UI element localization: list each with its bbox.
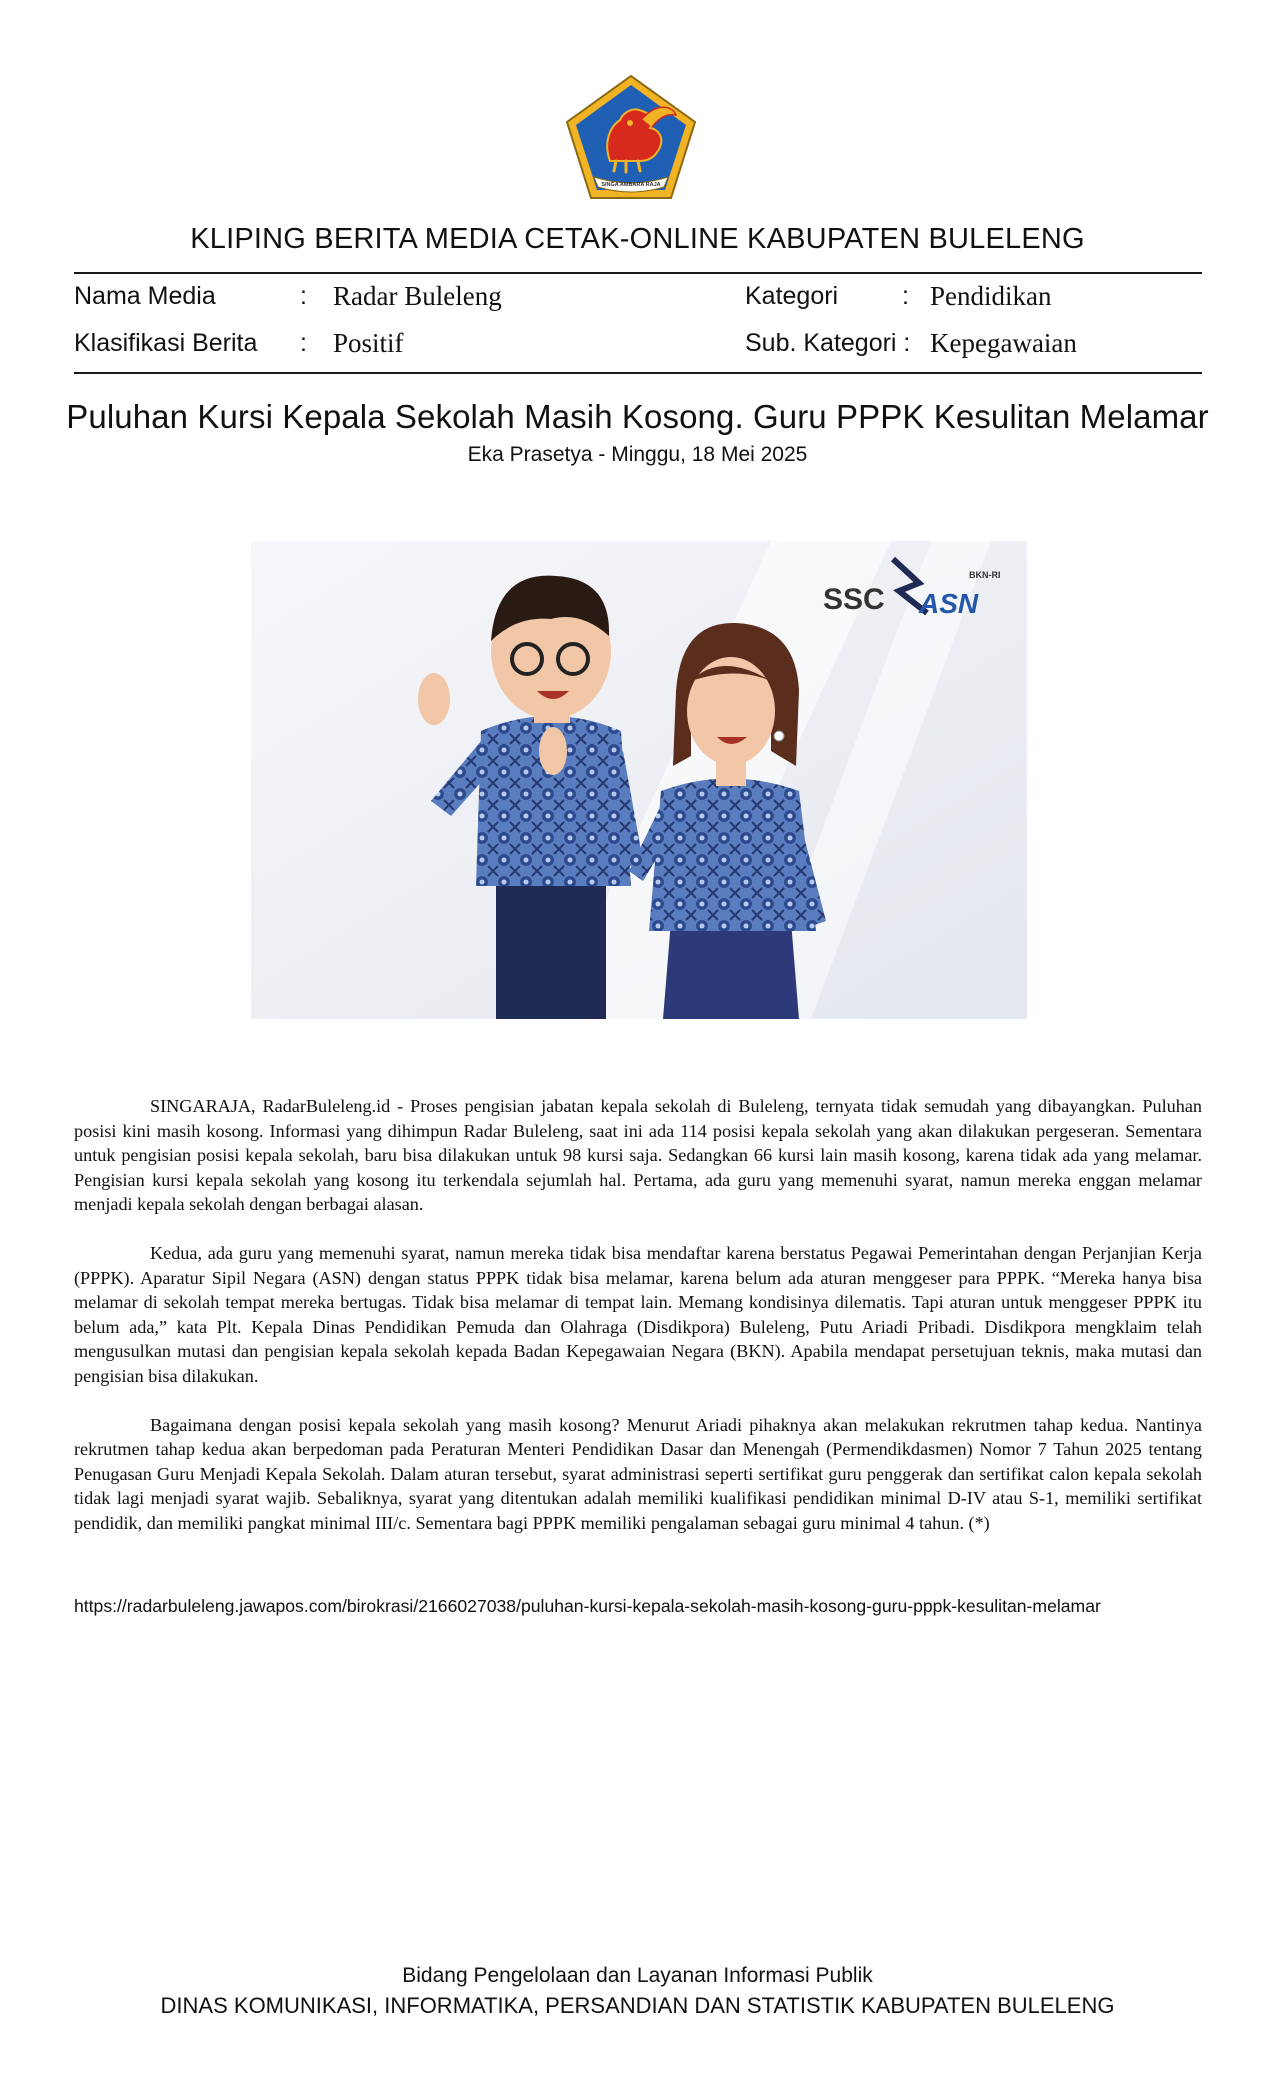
media-name-value: Radar Buleleng xyxy=(333,281,502,311)
article-byline: Eka Prasetya - Minggu, 18 Mei 2025 xyxy=(467,443,808,466)
media-name-label: Nama Media xyxy=(74,282,216,310)
category-colon: : xyxy=(902,282,909,310)
brand-asn-text: ASN xyxy=(919,588,979,619)
header-divider-top xyxy=(74,272,1202,274)
article-headline: Puluhan Kursi Kepala Sekolah Masih Kosong. Guru PPPK Kesulitan Melamar xyxy=(66,398,1209,435)
media-name-colon: : xyxy=(300,282,307,310)
article-paragraph-2: Kedua, ada guru yang memenuhi syarat, namun mereka tidak bisa mendaftar karena berstatus Pegawai Pemerintahan dengan Perjanjian Kerja (PPPK). Aparatur Sipil Negara (ASN) dengan status PPPK tidak bisa melamar, karena belum ada aturan menggeser para PPPK. “Mereka hanya bisa melamar di sekolah tempat mereka bertugas. Tidak bisa melamar di tempat lain. Memang kondisinya dilematis. Tapi aturan untuk menggeser PPPK itu belum ada,” kata Plt. Kepala Dinas Pendidikan Pemuda dan Olahraga (Disdikpora) Buleleng, Putu Ariadi Pribadi. Disdikpora mengklaim telah mengusulkan mutasi dan pengisian kepala sekolah kepada Badan Kepegawaian Negara (BKN). Apabila mendapat persetujuan teknis, maka mutasi dan pengisian bisa dilakukan. xyxy=(74,1242,1202,1386)
article-paragraph-1: SINGARAJA, RadarBuleleng.id - Proses pengisian jabatan kepala sekolah di Buleleng, ternyata tidak semudah yang dibayangkan. Puluhan posisi kini masih kosong. Informasi yang dihimpun Radar Buleleng, saat ini ada 114 posisi kepala sekolah yang akan dilakukan pergeseran. Sementara untuk pengisian posisi kepala sekolah, baru bisa dilakukan untuk 98 kursi saja. Sedangkan 66 kursi lain masih kosong, karena tidak ada yang melamar. Pengisian kursi kepala sekolah yang kosong itu terkendala sejumlah hal. Pertama, ada guru yang memenuhi syarat, namun mereka enggan melamar menjadi kepala sekolah dengan berbagai alasan. xyxy=(74,1096,1202,1215)
buleleng-crest-logo xyxy=(564,73,698,201)
article-paragraph-3: Bagaimana dengan posisi kepala sekolah yang masih kosong? Menurut Ariadi pihaknya akan melakukan rekrutmen tahap kedua. Nantinya rekrutmen tahap kedua akan berpedoman pada Peraturan Menteri Pendidikan Dasar dan Menengah (Permendikdasmen) Nomor 7 Tahun 2025 tentang Penugasan Guru Menjadi Kepala Sekolah. Dalam aturan tersebut, syarat administrasi seperti sertifikat guru penggerak dan sertifikat calon kepala sekolah tidak lagi menjadi syarat wajib. Sebaliknya, syarat yang ditentukan adalah memiliki kualifikasi pendidikan minimal D-IV atau S-1, memiliki sertifikat pendidik, dan memiliki pangkat minimal III/c. Sementara bagi PPPK memiliki pengalaman sebagai guru minimal 4 tahun. (*) xyxy=(74,1414,1202,1533)
header-divider-bottom xyxy=(74,372,1202,374)
article-body xyxy=(74,1094,1202,1560)
subcategory-label: Sub. Kategori : xyxy=(745,329,911,357)
logo-motto-text: SINGA AMBARA RAJA xyxy=(601,182,661,188)
category-value: Pendidikan xyxy=(930,281,1052,311)
news-classification-value: Positif xyxy=(333,328,404,358)
category-label: Kategori xyxy=(745,282,839,310)
footer-division-name: Bidang Pengelolaan dan Layanan Informasi Publik xyxy=(402,1964,873,1987)
brand-bkn-text: BKN-RI xyxy=(969,570,1001,580)
news-classification-colon: : xyxy=(300,329,307,357)
source-url-link[interactable]: https://radarbuleleng.jawapos.com/birokrasi/2166027038/puluhan-kursi-kepala-sekolah-masih-kosong-guru-pppk-kesulitan-melamar xyxy=(74,1596,1101,1616)
footer-agency-name: DINAS KOMUNIKASI, INFORMATIKA, PERSANDIAN DAN STATISTIK KABUPATEN BULELENG xyxy=(160,1993,1115,2018)
brand-ssc-text: SSC xyxy=(823,583,885,616)
clipping-title: KLIPING BERITA MEDIA CETAK-ONLINE KABUPATEN BULELENG xyxy=(190,223,1085,255)
article-illustration xyxy=(251,541,1027,1019)
subcategory-value: Kepegawaian xyxy=(930,328,1077,358)
news-classification-label: Klasifikasi Berita xyxy=(74,329,258,357)
